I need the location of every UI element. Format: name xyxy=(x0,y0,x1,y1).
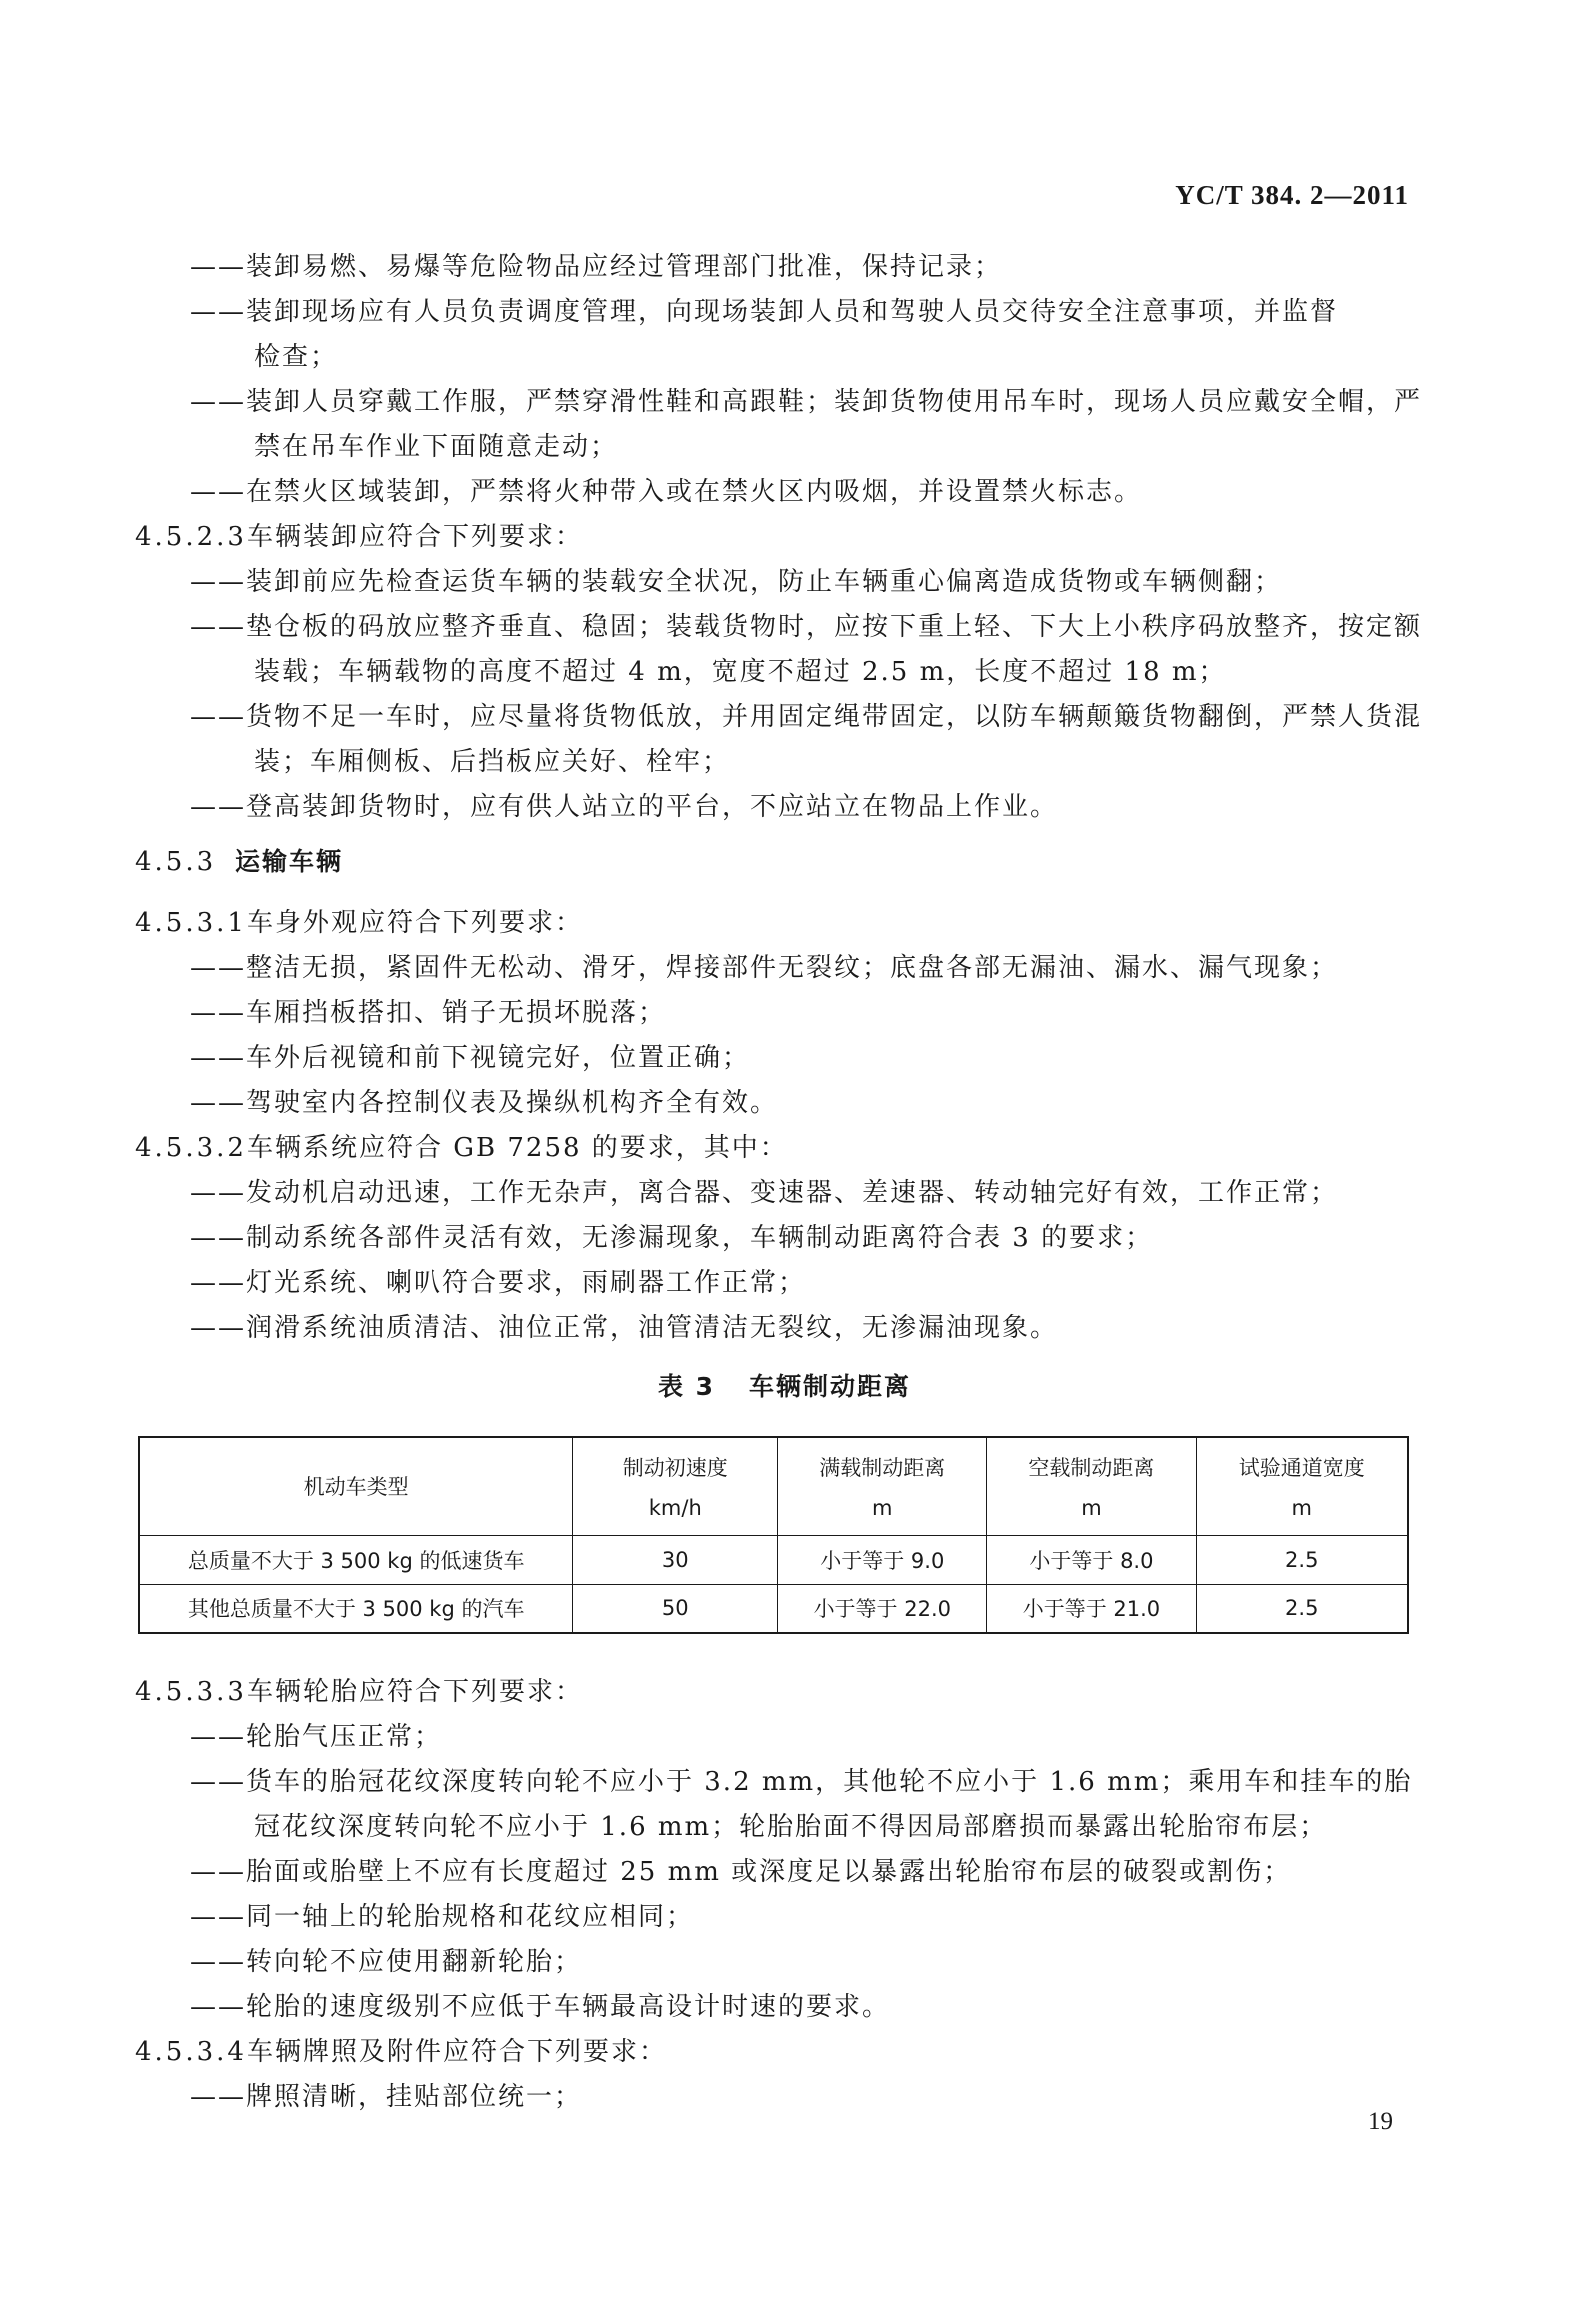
clause-number: 4.5.2.3 xyxy=(135,522,247,552)
table-cell: 2.5 xyxy=(1196,1535,1408,1584)
clause-text: 车辆牌照及附件应符合下列要求： xyxy=(246,2037,667,2067)
list-item: ——转向轮不应使用翻新轮胎； xyxy=(190,1947,583,1977)
clause-number: 4.5.3.2 xyxy=(135,1133,247,1163)
list-item: ——装卸易燃、易爆等危险物品应经过管理部门批准，保持记录； xyxy=(190,252,1003,282)
braking-distance-table xyxy=(138,1436,1409,1634)
table-header-cell: 满载制动距离 m xyxy=(778,1437,987,1535)
clause-line xyxy=(135,522,583,552)
table-header-row xyxy=(139,1437,1408,1535)
list-item: ——装卸前应先检查运货车辆的装载安全状况，防止车辆重心偏离造成货物或车辆侧翻； xyxy=(190,567,1283,597)
list-item: ——轮胎气压正常； xyxy=(190,1722,443,1752)
clause-number: 4.5.3.4 xyxy=(135,2037,247,2067)
section-heading xyxy=(135,847,343,877)
list-item: ——驾驶室内各控制仪表及操纵机构齐全有效。 xyxy=(190,1088,779,1118)
clause-number: 4.5.3.3 xyxy=(135,1677,247,1707)
clause-text: 运输车辆 xyxy=(235,847,344,876)
list-item-continuation: 检查； xyxy=(254,342,339,372)
table-cell: 其他总质量不大于 3 500 kg 的汽车 xyxy=(139,1584,573,1633)
table-row xyxy=(139,1535,1408,1584)
table-cell: 小于等于 22.0 xyxy=(778,1584,987,1633)
clause-line xyxy=(135,1677,583,1707)
table-row xyxy=(139,1584,1408,1633)
list-item: ——货物不足一车时，应尽量将货物低放，并用固定绳带固定，以防车辆颠簸货物翻倒，严禁人货混 xyxy=(190,702,1423,732)
list-item: ——发动机启动迅速，工作无杂声，离合器、变速器、差速器、转动轴完好有效，工作正常； xyxy=(190,1178,1339,1208)
list-item: ——在禁火区域装卸，严禁将火种带入或在禁火区内吸烟，并设置禁火标志。 xyxy=(190,477,1143,507)
list-item: ——灯光系统、喇叭符合要求，雨刷器工作正常； xyxy=(190,1268,807,1298)
clause-line xyxy=(135,908,583,938)
table-caption-title: 车辆制动距离 xyxy=(749,1372,912,1401)
clause-line xyxy=(135,2037,667,2067)
list-item-continuation: 装载；车辆载物的高度不超过 4 m，宽度不超过 2.5 m，长度不超过 18 m； xyxy=(254,657,1227,687)
list-item: ——轮胎的速度级别不应低于车辆最高设计时速的要求。 xyxy=(190,1992,891,2022)
list-item: ——牌照清晰，挂贴部位统一； xyxy=(190,2082,583,2112)
clause-text: 车辆系统应符合 GB 7258 的要求，其中： xyxy=(246,1133,788,1163)
list-item: ——胎面或胎壁上不应有长度超过 25 mm 或深度足以暴露出轮胎帘布层的破裂或割伤； xyxy=(190,1857,1292,1887)
list-item: ——登高装卸货物时，应有供人站立的平台，不应站立在物品上作业。 xyxy=(190,792,1059,822)
table-header-cell: 机动车类型 xyxy=(139,1437,573,1535)
list-item: ——装卸人员穿戴工作服，严禁穿滑性鞋和高跟鞋；装卸货物使用吊车时，现场人员应戴安全帽，严 xyxy=(190,387,1423,417)
list-item: ——整洁无损，紧固件无松动、滑牙，焊接部件无裂纹；底盘各部无漏油、漏水、漏气现象； xyxy=(190,953,1339,983)
page-number: 19 xyxy=(1368,2108,1393,2135)
clause-number: 4.5.3.1 xyxy=(135,908,247,938)
clause-text: 车身外观应符合下列要求： xyxy=(246,908,583,938)
list-item: ——车外后视镜和前下视镜完好，位置正确； xyxy=(190,1043,751,1073)
table-cell: 小于等于 21.0 xyxy=(987,1584,1196,1633)
table-header-cell: 空载制动距离 m xyxy=(987,1437,1196,1535)
clause-number: 4.5.3 xyxy=(135,847,217,877)
table-cell: 2.5 xyxy=(1196,1584,1408,1633)
list-item: ——润滑系统油质清洁、油位正常，油管清洁无裂纹，无渗漏油现象。 xyxy=(190,1313,1059,1343)
table-cell: 小于等于 9.0 xyxy=(778,1535,987,1584)
table-header-cell: 制动初速度 km/h xyxy=(573,1437,778,1535)
list-item-continuation: 禁在吊车作业下面随意走动； xyxy=(254,432,619,462)
standard-code-header: YC/T 384. 2—2011 xyxy=(1175,180,1409,210)
table-cell: 小于等于 8.0 xyxy=(987,1535,1196,1584)
list-item-continuation: 装；车厢侧板、后挡板应关好、栓牢； xyxy=(254,747,731,777)
list-item: ——垫仓板的码放应整齐垂直、稳固；装载货物时，应按下重上轻、下大上小秩序码放整齐，按定额 xyxy=(190,612,1423,642)
list-item: ——制动系统各部件灵活有效，无渗漏现象，车辆制动距离符合表 3 的要求； xyxy=(190,1223,1154,1253)
list-item: ——车厢挡板搭扣、销子无损坏脱落； xyxy=(190,998,667,1028)
clause-line xyxy=(135,1133,788,1163)
table-caption xyxy=(0,1367,1569,1403)
list-item-continuation: 冠花纹深度转向轮不应小于 1.6 mm；轮胎胎面不得因局部磨损而暴露出轮胎帘布层； xyxy=(254,1812,1328,1842)
table-cell: 30 xyxy=(573,1535,778,1584)
table-caption-number: 表 3 xyxy=(657,1372,716,1401)
table-cell: 总质量不大于 3 500 kg 的低速货车 xyxy=(139,1535,573,1584)
table-cell: 50 xyxy=(573,1584,778,1633)
table-header-cell: 试验通道宽度 m xyxy=(1196,1437,1408,1535)
list-item: ——货车的胎冠花纹深度转向轮不应小于 3.2 mm，其他轮不应小于 1.6 mm；乘用车和挂车的胎 xyxy=(190,1767,1413,1797)
clause-text: 车辆轮胎应符合下列要求： xyxy=(246,1677,583,1707)
list-item: ——装卸现场应有人员负责调度管理，向现场装卸人员和驾驶人员交待安全注意事项，并监督 xyxy=(190,297,1339,327)
clause-text: 车辆装卸应符合下列要求： xyxy=(246,522,583,552)
list-item: ——同一轴上的轮胎规格和花纹应相同； xyxy=(190,1902,695,1932)
